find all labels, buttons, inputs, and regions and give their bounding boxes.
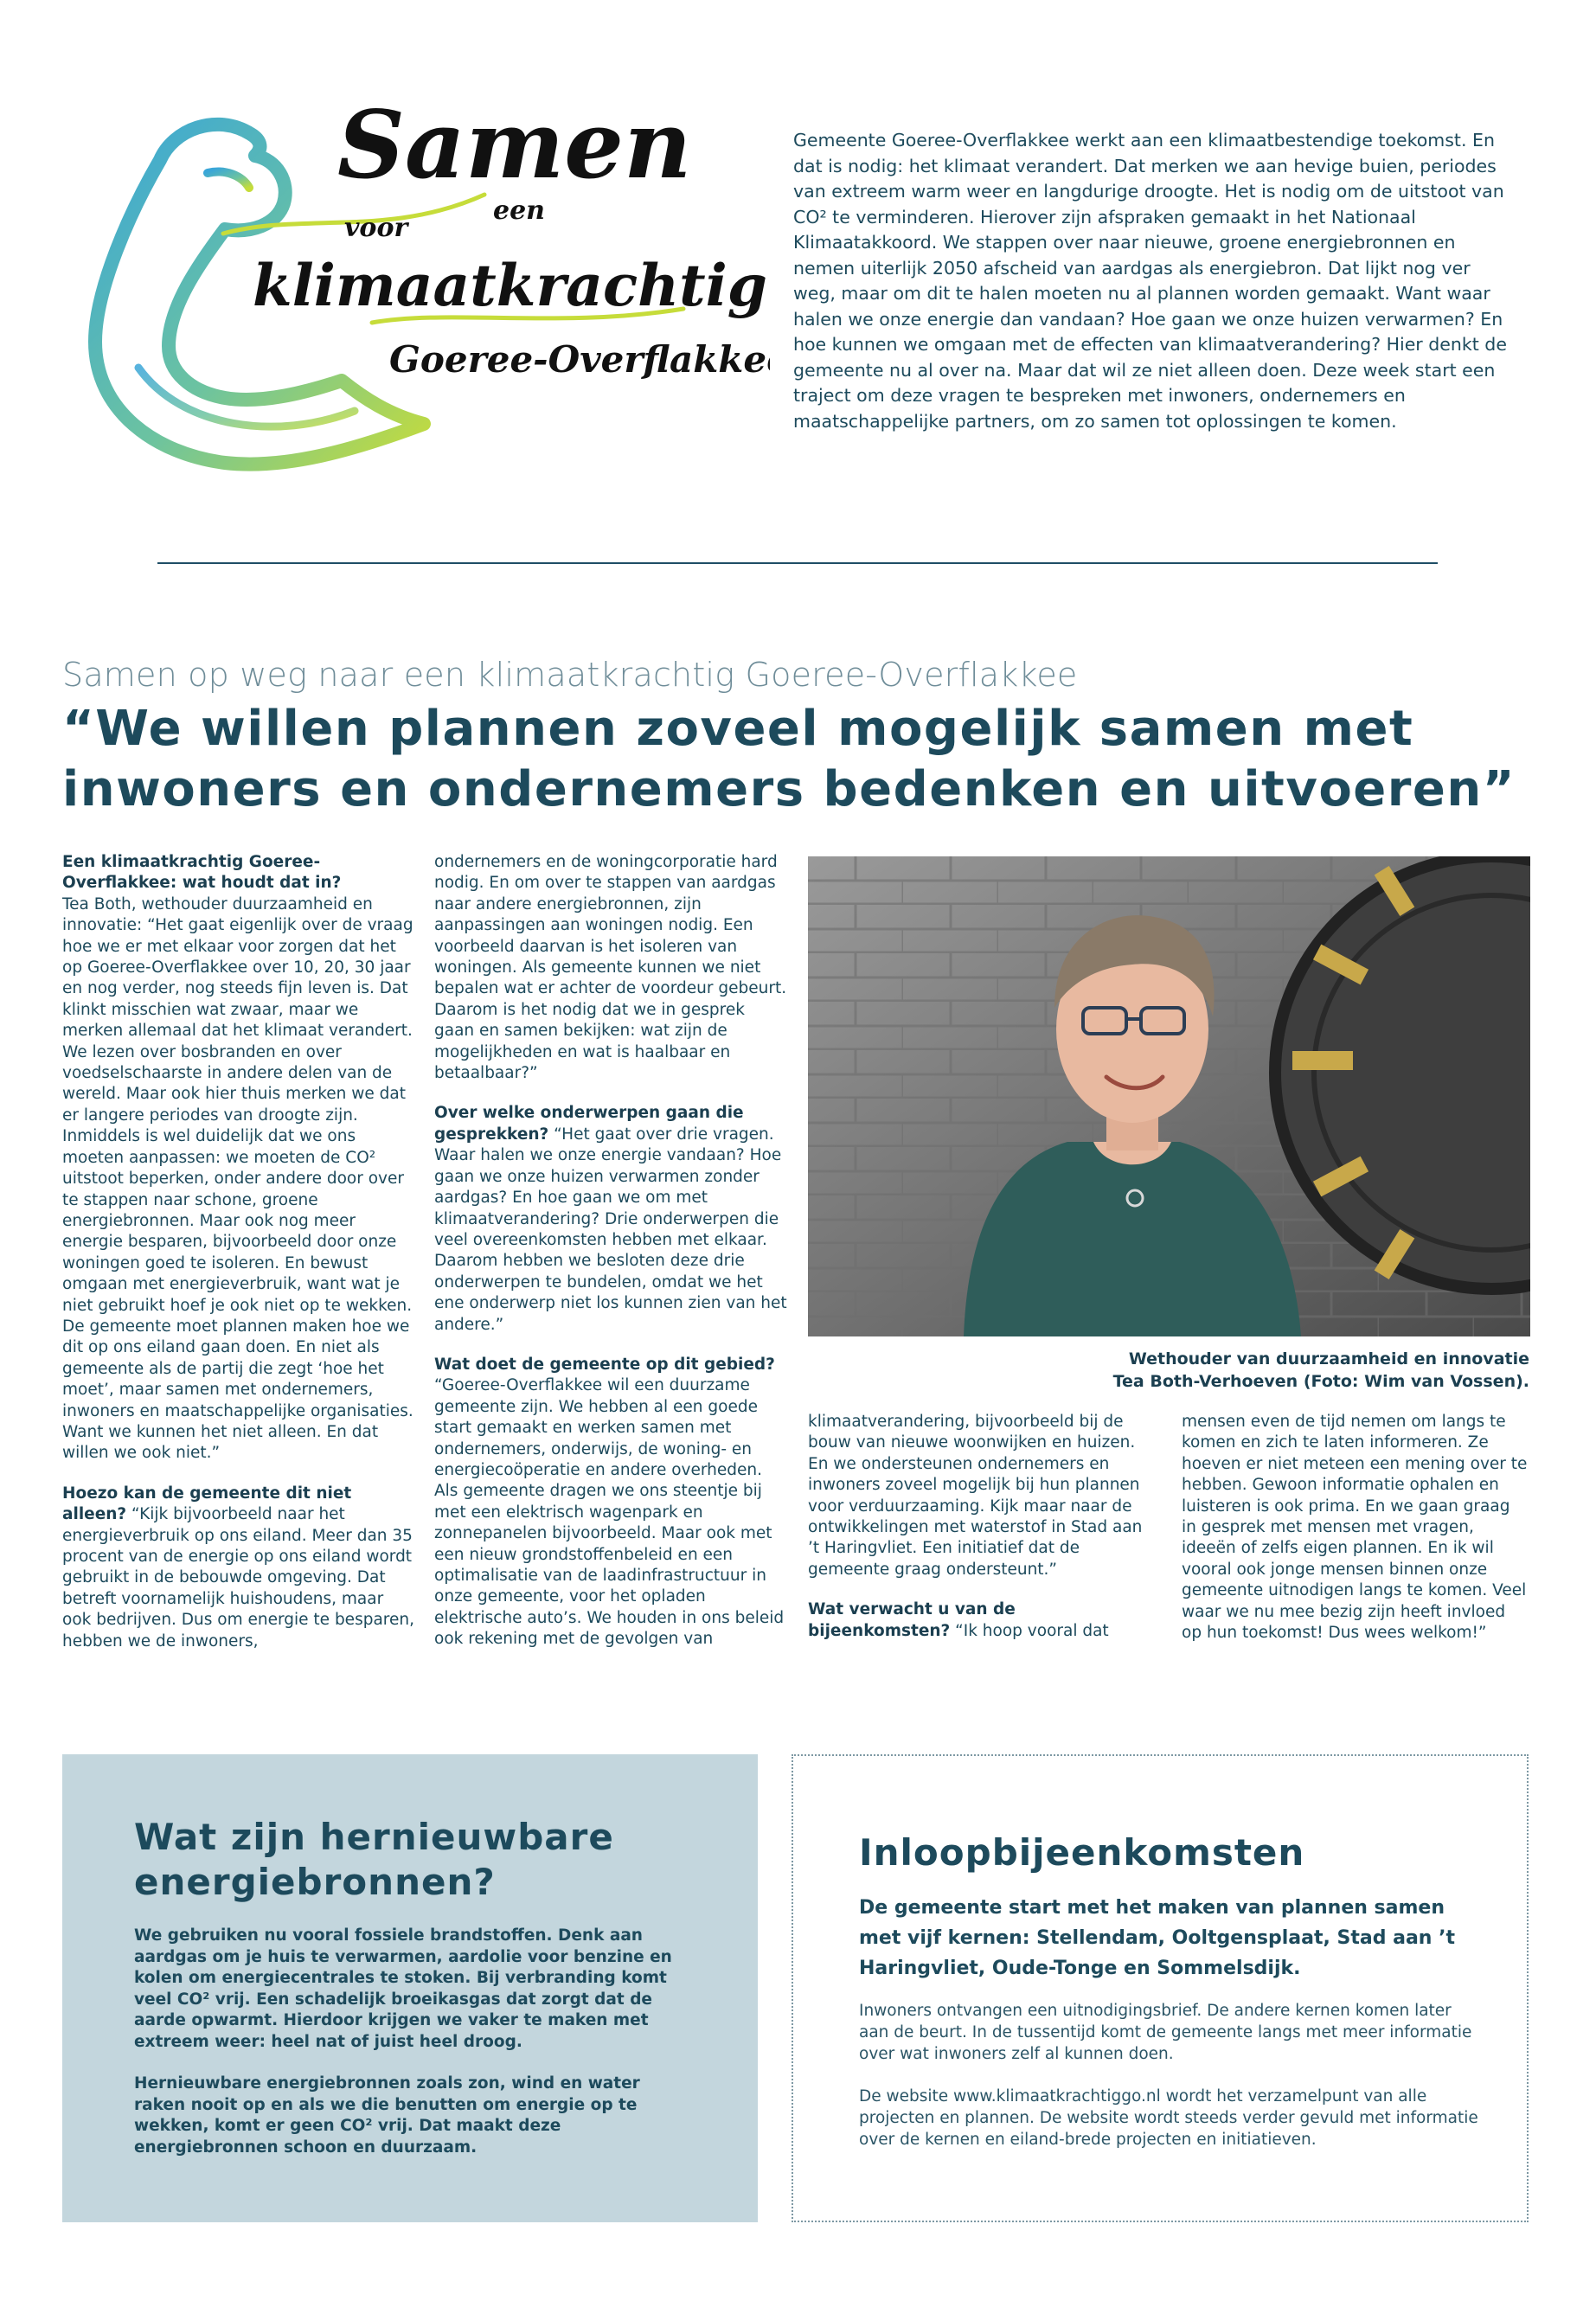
info-box-renewable-energy	[62, 1754, 758, 2222]
divider	[157, 562, 1438, 564]
logo-word-voor: voor	[344, 213, 408, 243]
logo-word-goeree-overflakkee: Goeree-Overflakkee	[389, 338, 770, 381]
article-headline: “We willen plannen zoveel mogelijk samen met inwoners en ondernemers bedenken en uitvoeren”	[62, 701, 1516, 817]
question: Over welke onderwerpen gaan die gesprekken?	[434, 1104, 744, 1144]
logo-word-een: een	[493, 195, 545, 226]
portrait-photo	[808, 856, 1530, 1336]
question: Wat verwacht u van de bijeenkomsten?	[808, 1600, 1016, 1640]
box-lead: De gemeente start met het maken van plannen samen met vijf kernen: Stellendam, Ooltgensplaat, Stad aan ’t Haringvliet, Oude-Tonge en Sommelsdijk.	[859, 1897, 1455, 1979]
box-body	[859, 2000, 1482, 2171]
qa-block	[434, 1355, 789, 1650]
answer: Tea Both, wethouder duurzaamheid en innovatie: “Het gaat eigenlijk over de vraag hoe we er met elkaar voor zorgen dat het op Goeree-Overflakkee over 10, 20, 30 jaar en nog verder, nog steeds fijn leven is. Dat klinkt misschien wat zwaar, maar we merken allemaal dat het klimaat verandert. We lezen over bosbranden en over voedselschaarste in andere delen van de wereld. Maar ook hier thuis merken we dat er langere periodes van droogte zijn. Inmiddels is wel duidelijk dat we ons moeten aanpassen: we moeten de CO² uitstoot beperken, onder andere door over te stappen naar schone, groene energiebronnen. Maar ook nog meer energie besparen, bijvoorbeeld door onze woningen goed te isoleren. En bewust omgaan met energieverbruik, want wat je niet gebruikt hoef je ook niet op te wekken. De gemeente moet plannen maken hoe we dit op ons eiland gaan doen. En niet als gemeente als de partij die zegt ‘hoe het moet’, maar samen met ondernemers, inwoners en maatschappelijke organisaties. Want we kunnen het niet alleen. En dat willen we ook niet.”	[62, 894, 413, 1463]
intro-paragraph: Gemeente Goeree-Overflakkee werkt aan een klimaatbestendige toekomst. En dat is nodig: het klimaat verandert. Dat merken we aan hevige buien, periodes van extreem warm weer en langdurige droogte. Het is nodig om de uitstoot van CO² te verminderen. Hierover zijn afspraken gemaakt in het Nationaal Klimaatakkoord. We stappen over naar nieuwe, groene energiebronnen en nemen uiterlijk 2050 afscheid van aardgas als energiebron. Dat lijkt nog ver weg, maar om dit te halen moeten nu al plannen worden gemaakt. Want waar halen we onze energie dan vandaan? Hoe gaan we onze huizen verwarmen? En hoe kunnen we omgaan met de effecten van klimaatverandering? Hier denkt de gemeente nu al over na. Maar dat wil ze niet alleen doen. Deze week start een traject om deze vragen te bespreken met inwoners, ondernemers en maatschappelijke partners, om zo samen tot oplossingen te komen.	[793, 130, 1507, 432]
box-title: Wat zijn hernieuwbare energiebronnen?	[134, 1816, 614, 1903]
question: Wat doet de gemeente op dit gebied?	[434, 1355, 775, 1374]
photo-caption	[952, 1348, 1529, 1393]
paragraph: Hernieuwbare energiebronnen zoals zon, wind en water raken nooit op en als we die benutten om energie op te wekken, komt er geen CO² vrij. Dat maakt deze energiebronnen schoon en duurzaam.	[134, 2074, 640, 2157]
paragraph: We gebruiken nu vooral fossiele brandstoffen. Denk aan aardgas om je huis te verwarmen, aardolie voor benzine en kolen om energiecentrales te stoken. Bij verbranding komt veel CO² vrij. Een schadelijk broeikasgas dat zorgt dat de aarde opwarmt. Hierdoor krijgen we vaker te maken met extreem weer: heel nat of juist heel droog.	[134, 1926, 672, 2051]
logo-word-klimaatkrachtig: klimaatkrachtig	[253, 252, 767, 319]
answer: “Het gaat over drie vragen. Waar halen we onze energie vandaan? Hoe gaan we onze huizen verwarmen zonder aardgas? En hoe gaan we om met klimaatverandering? Drie onderwerpen die veel overeenkomsten hebben met elkaar. Daarom hebben we besloten deze drie onderwerpen te bundelen, omdat we het ene onderwerp niet los kunnen zien van het andere.”	[434, 1125, 787, 1334]
qa-block	[62, 1484, 417, 1652]
paragraph: mensen even de tijd nemen om langs te komen en zich te laten informeren. Ze hoeven er niet meteen een mening over te hebben. Gewoon informatie ophalen en luisteren is ook prima. En we gaan graag in gesprek met mensen met vragen, ideeën of zelfs eigen plannen. En ik wil vooral ook jonge mensen binnen onze gemeente uitnodigen langs te komen. Veel waar we nu mee bezig zijn heeft invloed op hun toekomst! Dus wees welkom!”	[1182, 1413, 1528, 1643]
info-box-meetings	[792, 1754, 1529, 2222]
answer: “Goeree-Overflakkee wil een duurzame gemeente zijn. We hebben al een goede start gemaakt en werken samen met ondernemers, onderwijs, de woning- en energiecoöperatie en andere overheden. Als gemeente dragen we ons steentje bij met een elektrisch wagenpark en zonnepanelen bijvoorbeeld. Maar ook met een nieuw grondstoffenbeleid en een optimalisatie van de laadinfrastructuur in onze gemeente, voor het opladen elektrische auto’s. We houden in ons beleid ook rekening met de gevolgen van	[434, 1376, 785, 1649]
answer: “Ik hoop vooral dat	[950, 1621, 1109, 1640]
paragraph: De website www.klimaatkrachtiggo.nl wordt het verzamelpunt van alle projecten en plannen. De website wordt steeds verder gevuld met informatie over de kernen en eiland-brede projecten en initiatieven.	[859, 2087, 1478, 2149]
qa-block	[434, 1103, 789, 1335]
answer: “Kijk bijvoorbeeld naar het energieverbruik op ons eiland. Meer dan 35 procent van de energie op ons eiland wordt gebruikt in de bebouwde omgeving. Dat betreft voornamelijk huishoudens, maar ook bedrijven. Dus om energie te besparen, hebben we de inwoners,	[62, 1505, 414, 1650]
caption-line: Wethouder van duurzaamheid en innovatie	[1128, 1349, 1529, 1368]
article-column-4	[1182, 1412, 1528, 1663]
article-kicker: Samen op weg naar een klimaatkrachtig Goeree-Overflakkee	[62, 656, 1078, 694]
paragraph: Inwoners ontvangen een uitnodigingsbrief. De andere kernen komen later aan de beurt. In de tussentijd komt de gemeente langs met meer informatie over wat inwoners zelf al kunnen doen.	[859, 2002, 1472, 2063]
campaign-logo	[78, 82, 770, 480]
caption-line: Tea Both-Verhoeven (Foto: Wim van Vossen).	[1112, 1372, 1529, 1391]
article-column-2	[434, 852, 789, 1670]
box-title: Inloopbijeenkomsten	[859, 1831, 1305, 1874]
paragraph: ondernemers en de woningcorporatie hard nodig. En om over te stappen van aardgas naar andere energiebronnen, zijn aanpassingen aan woningen nodig. Een voorbeeld daarvan is het isoleren van woningen. Als gemeente kunnen we niet bepalen wat er achter de voordeur gebeurt. Daarom is het nodig dat we in gesprek gaan en samen bekijken: wat zijn de mogelijkheden en wat is haalbaar en betaalbaar?”	[434, 853, 787, 1083]
logo-word-samen: Samen	[337, 91, 692, 200]
qa-block	[808, 1599, 1154, 1642]
box-body	[134, 1926, 688, 2179]
article-column-1	[62, 852, 417, 1671]
article-column-3	[808, 1412, 1154, 1661]
qa-block	[62, 852, 417, 1465]
question: Een klimaatkrachtig Goeree-Overflakkee: wat houdt dat in?	[62, 853, 342, 893]
paragraph: klimaatverandering, bijvoorbeeld bij de bouw van nieuwe woonwijken en huizen. En we ondersteunen ondernemers en inwoners zoveel mogelijk bij hun plannen voor verduurzaaming. Kijk maar naar de ontwikkelingen met waterstof in Stad aan ’t Haringvliet. Een initiatief dat de gemeente graag ondersteunt.”	[808, 1413, 1143, 1579]
question: Hoezo kan de gemeente dit niet alleen?	[62, 1484, 352, 1524]
